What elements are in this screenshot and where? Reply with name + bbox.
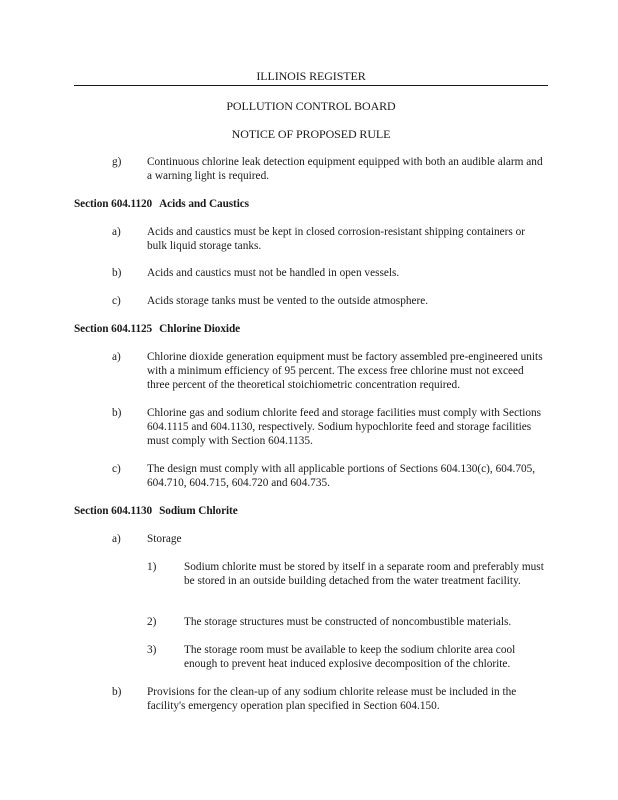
item-label: b): [112, 407, 122, 419]
item-text: Acids storage tanks must be vented to the outside atmosphere.: [147, 295, 429, 307]
section-title: Acids and Caustics: [159, 198, 249, 210]
section-number: Section 604.1125: [74, 323, 153, 335]
item-text: Acids and caustics must not be handled in open vessels.: [147, 267, 400, 279]
section-title: Sodium Chlorite: [159, 505, 238, 517]
subitem-text: The storage structures must be constructed of noncombustible materials.: [184, 616, 512, 628]
item-label: c): [112, 295, 121, 307]
item-label: b): [112, 686, 122, 698]
item-label: b): [112, 267, 122, 279]
item-label: a): [112, 533, 121, 545]
item-text: Provisions for the clean-up of any sodium chlorite release must be included in the facility's emergency operation plan specified in Section 604.150.: [147, 686, 517, 712]
notice-title: NOTICE OF PROPOSED RULE: [231, 127, 391, 141]
subitem-label: 1): [147, 561, 157, 573]
subitem-label: 2): [147, 616, 157, 628]
item-label: c): [112, 463, 121, 475]
section-number: Section 604.1130: [74, 505, 153, 517]
section-heading-1120: [74, 197, 249, 211]
section-heading-1125: [74, 322, 240, 336]
item-text: Storage: [147, 533, 182, 545]
item-text: Chlorine dioxide generation equipment must be factory assembled pre-engineered units with a minimum efficiency of 95 percent. The excess free chlorine must not exceed three percent of the theoretical stoichiometric concentration required.: [147, 351, 543, 391]
subitem-label: 3): [147, 644, 157, 656]
item-label: a): [112, 226, 121, 238]
item-text: Chlorine gas and sodium chlorite feed and storage facilities must comply with Sections 604.1115 and 604.1130, respectively. Sodium hypochlorite feed and storage facilities must comply with Section 604.1135.: [147, 407, 542, 447]
item-label: g): [112, 156, 122, 168]
header-rule: [74, 85, 548, 86]
item-text: The design must comply with all applicable portions of Sections 604.130(c), 604.705, 604.710, 604.715, 604.720 and 604.735.: [147, 463, 536, 489]
subitem-text: Sodium chlorite must be stored by itself in a separate room and preferably must be stored in an outside building detached from the water treatment facility.: [184, 561, 544, 587]
section-heading-1130: [74, 504, 238, 518]
subitem-text: The storage room must be available to keep the sodium chlorite area cool enough to prevent heat induced explosive decomposition of the chlorite.: [184, 644, 516, 670]
item-label: a): [112, 351, 121, 363]
section-title: Chlorine Dioxide: [159, 323, 241, 335]
register-title: ILLINOIS REGISTER: [256, 69, 366, 83]
item-text: Acids and caustics must be kept in closed corrosion-resistant shipping containers or bulk liquid storage tanks.: [147, 226, 526, 252]
section-number: Section 604.1120: [74, 198, 153, 210]
item-text: Continuous chlorine leak detection equipment equipped with both an audible alarm and a warning light is required.: [147, 156, 543, 182]
agency-title: POLLUTION CONTROL BOARD: [226, 99, 396, 113]
